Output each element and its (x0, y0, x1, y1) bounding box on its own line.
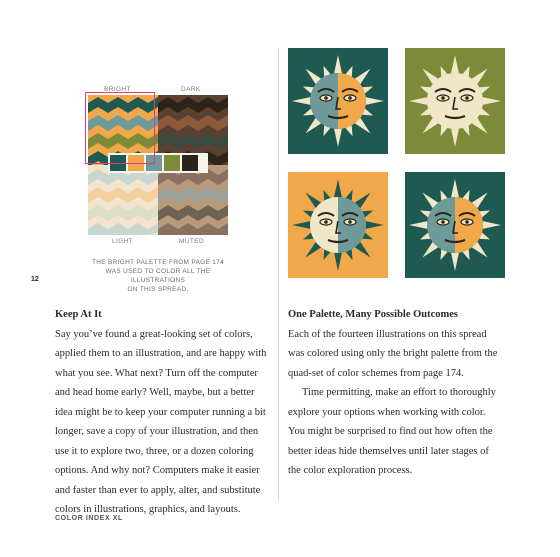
body-line: and faster than ever to apply, alter, and substitute (55, 484, 261, 496)
body-line: explore your options when working with color. (288, 406, 486, 418)
body-line: Each of the fourteen illustrations on this spread (288, 328, 487, 340)
sun-pupil (324, 220, 328, 224)
body-line: applied them to an illustration, and are happy with (55, 348, 267, 359)
page-number: 12 (31, 276, 39, 283)
label-light: LIGHT (112, 238, 134, 245)
sun-tile-3 (288, 172, 388, 278)
sun-pupil (348, 96, 352, 100)
body-line: options. And why not? Computers make it easier (55, 465, 260, 476)
sun-pupil (348, 220, 352, 224)
body-line: the color exploration process. (288, 465, 413, 476)
running-footer: COLOR INDEX XL (55, 515, 123, 522)
sun-tile-1 (288, 48, 388, 154)
body-line: better ideas hide themselves until later stages of (288, 445, 489, 457)
sun-pupil (441, 96, 445, 100)
sun-tile-4 (405, 172, 505, 278)
sun-tile-darkteal-svg (405, 172, 505, 278)
body-line: and head home early? Well, maybe, but a better (55, 387, 255, 398)
label-dark: DARK (181, 86, 201, 93)
body-line: idea might be to keep your computer running a bit (55, 406, 266, 418)
caption-line: WAS USED TO COLOR ALL THE ILLUSTRATIONS (105, 268, 211, 284)
body-line: Say you’ve found a great-looking set of colors, (55, 328, 253, 340)
label-muted: MUTED (179, 238, 205, 245)
body-line: use it to explore two, three, or a dozen coloring (55, 445, 254, 457)
body-line: quad-set of color schemes from page 174. (288, 367, 464, 379)
figure-caption (78, 258, 238, 294)
caption-line: ON THIS SPREAD. (127, 286, 189, 293)
sun-tile-gold-svg (288, 172, 388, 278)
right-text-column (288, 305, 510, 481)
section-heading-keep-at-it: Keep At It (55, 309, 102, 320)
body-line: You might be surprised to find out how often the (288, 426, 493, 437)
gutter-divider (278, 48, 279, 500)
label-bright: BRIGHT (104, 86, 131, 93)
bright-quadrant-highlight (85, 92, 155, 164)
sun-pupil (465, 220, 469, 224)
caption-line: THE BRIGHT PALETTE FROM PAGE 174 (91, 259, 225, 266)
sun-pupil (441, 220, 445, 224)
section-heading-one-palette: One Palette, Many Possible Outcomes (288, 309, 459, 320)
sun-pupil (324, 96, 328, 100)
body-line: Time permitting, make an effort to thoroughly (302, 387, 496, 398)
left-text-column (55, 305, 275, 520)
sun-tile-2 (405, 48, 505, 154)
sun-tile-teal-svg (288, 48, 388, 154)
body-line: was colored using only the bright palette from the (288, 348, 498, 359)
body-line: longer, save a copy of your illustration, and then (55, 426, 259, 437)
body-line: what you see. What next? Turn off the computer (55, 367, 258, 379)
body-line: colors in illustrations, graphics, and layouts. (55, 504, 241, 515)
sun-pupil (465, 96, 469, 100)
sun-tile-orange-svg (405, 48, 505, 154)
